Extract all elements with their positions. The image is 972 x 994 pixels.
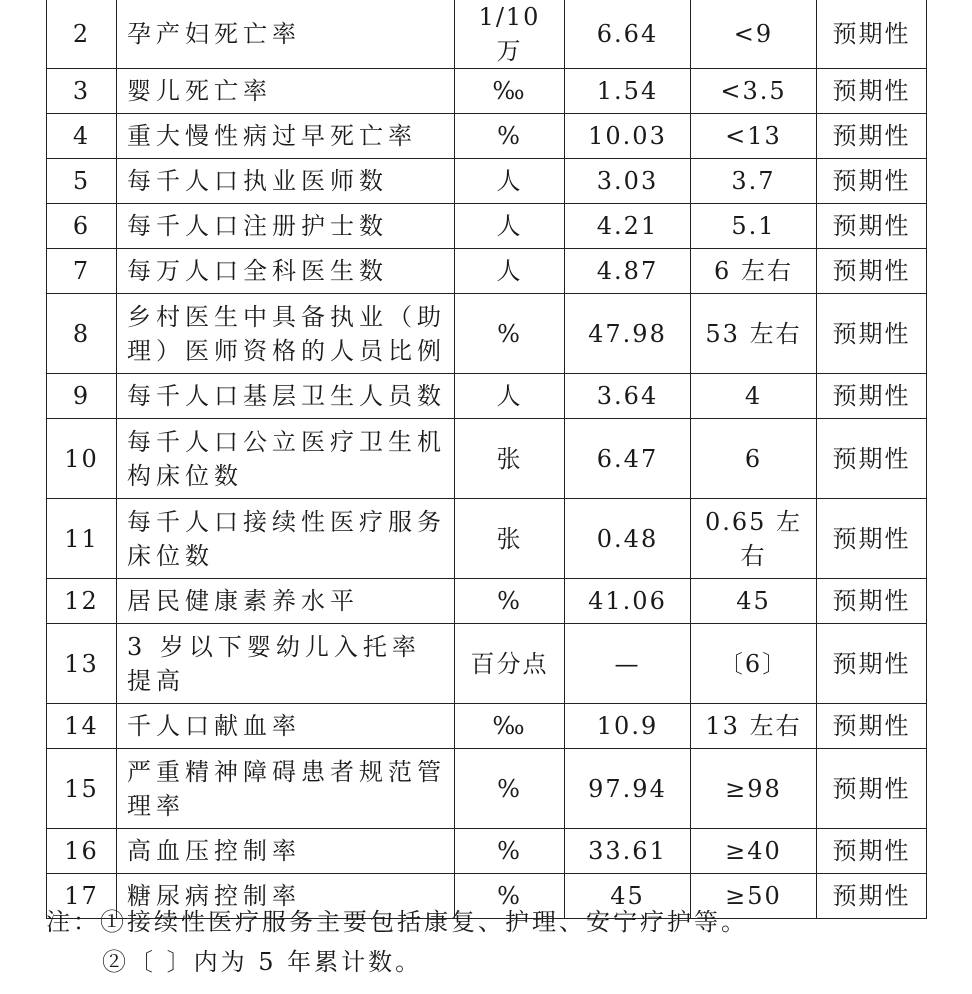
row-number: 8 [47,294,117,374]
row-number: 11 [47,499,117,579]
indicator-attribute: 预期性 [817,159,927,204]
target-value: ≥50 [691,874,817,919]
baseline-value: 45 [565,874,691,919]
indicator-attribute: 预期性 [817,624,927,704]
target-value: 6 左右 [691,249,817,294]
target-value: 0.65 左右 [691,499,817,579]
indicator-attribute: 预期性 [817,114,927,159]
row-number: 9 [47,374,117,419]
target-value: <9 [691,0,817,69]
table-row [47,0,927,69]
target-value: 〔6〕 [691,624,817,704]
indicator-name: 每千人口基层卫生人员数 [117,374,455,419]
indicator-name: 每千人口公立医疗卫生机构床位数 [117,419,455,499]
indicator-unit: 张 [455,419,565,499]
table-row [47,294,927,374]
table-row [47,624,927,704]
row-number: 15 [47,749,117,829]
baseline-value: 1.54 [565,69,691,114]
target-value: 6 [691,419,817,499]
row-number: 2 [47,0,117,69]
indicator-attribute: 预期性 [817,249,927,294]
table-row [47,374,927,419]
target-value: ≥98 [691,749,817,829]
indicator-attribute: 预期性 [817,419,927,499]
indicator-name: 每千人口接续性医疗服务床位数 [117,499,455,579]
target-value: ≥40 [691,829,817,874]
indicator-name: 婴儿死亡率 [117,69,455,114]
indicator-attribute: 预期性 [817,0,927,69]
indicator-attribute: 预期性 [817,704,927,749]
indicator-name: 3 岁以下婴幼儿入托率提高 [117,624,455,704]
baseline-value: 41.06 [565,579,691,624]
indicator-name: 每千人口注册护士数 [117,204,455,249]
baseline-value: 47.98 [565,294,691,374]
table-row [47,704,927,749]
target-value: 4 [691,374,817,419]
indicator-unit: % [455,874,565,919]
row-number: 5 [47,159,117,204]
indicator-unit: % [455,829,565,874]
indicator-name: 糖尿病控制率 [117,874,455,919]
table-row [47,579,927,624]
baseline-value: 6.64 [565,0,691,69]
target-value: <13 [691,114,817,159]
target-value: 53 左右 [691,294,817,374]
indicator-unit: 人 [455,204,565,249]
baseline-value: 3.03 [565,159,691,204]
baseline-value: 4.87 [565,249,691,294]
indicator-name: 严重精神障碍患者规范管理率 [117,749,455,829]
indicator-unit: % [455,749,565,829]
indicator-attribute: 预期性 [817,374,927,419]
target-value: 3.7 [691,159,817,204]
row-number: 7 [47,249,117,294]
indicator-unit: 人 [455,159,565,204]
baseline-value: 97.94 [565,749,691,829]
table-row [47,749,927,829]
baseline-value: 10.9 [565,704,691,749]
row-number: 14 [47,704,117,749]
indicator-name: 千人口献血率 [117,704,455,749]
table-row [47,114,927,159]
table-row [47,419,927,499]
indicator-unit: % [455,579,565,624]
indicator-attribute: 预期性 [817,829,927,874]
row-number: 13 [47,624,117,704]
indicator-name: 每万人口全科医生数 [117,249,455,294]
baseline-value: 10.03 [565,114,691,159]
target-value: 5.1 [691,204,817,249]
table-row [47,159,927,204]
baseline-value: — [565,624,691,704]
table-row [47,499,927,579]
table-notes [46,902,946,982]
row-number: 12 [47,579,117,624]
row-number: 16 [47,829,117,874]
row-number: 6 [47,204,117,249]
indicator-unit: 1/10 万 [455,0,565,69]
table-row [47,249,927,294]
indicator-name: 乡村医生中具备执业（助理）医师资格的人员比例 [117,294,455,374]
indicator-attribute: 预期性 [817,874,927,919]
indicator-attribute: 预期性 [817,579,927,624]
indicator-unit: 百分点 [455,624,565,704]
indicator-name: 孕产妇死亡率 [117,0,455,69]
indicator-attribute: 预期性 [817,69,927,114]
table-row [47,69,927,114]
indicator-unit: 人 [455,249,565,294]
indicator-attribute: 预期性 [817,749,927,829]
indicator-unit: 张 [455,499,565,579]
indicator-unit: 人 [455,374,565,419]
baseline-value: 33.61 [565,829,691,874]
table-row [47,204,927,249]
indicator-attribute: 预期性 [817,294,927,374]
baseline-value: 3.64 [565,374,691,419]
note-line: 注：①接续性医疗服务主要包括康复、护理、安宁疗护等。 [46,908,748,936]
row-number: 3 [47,69,117,114]
indicator-unit: % [455,114,565,159]
target-value: 13 左右 [691,704,817,749]
baseline-value: 4.21 [565,204,691,249]
target-value: 45 [691,579,817,624]
baseline-value: 6.47 [565,419,691,499]
indicator-unit: ‰ [455,69,565,114]
indicator-name: 居民健康素养水平 [117,579,455,624]
indicator-table [46,0,927,919]
table-row [47,829,927,874]
row-number: 4 [47,114,117,159]
note-line: ②〔 〕内为 5 年累计数。 [102,948,423,976]
indicator-attribute: 预期性 [817,204,927,249]
indicator-name: 每千人口执业医师数 [117,159,455,204]
row-number: 10 [47,419,117,499]
indicator-unit: % [455,294,565,374]
baseline-value: 0.48 [565,499,691,579]
target-value: <3.5 [691,69,817,114]
indicator-unit: ‰ [455,704,565,749]
indicator-name: 重大慢性病过早死亡率 [117,114,455,159]
row-number: 17 [47,874,117,919]
indicator-name: 高血压控制率 [117,829,455,874]
indicator-attribute: 预期性 [817,499,927,579]
